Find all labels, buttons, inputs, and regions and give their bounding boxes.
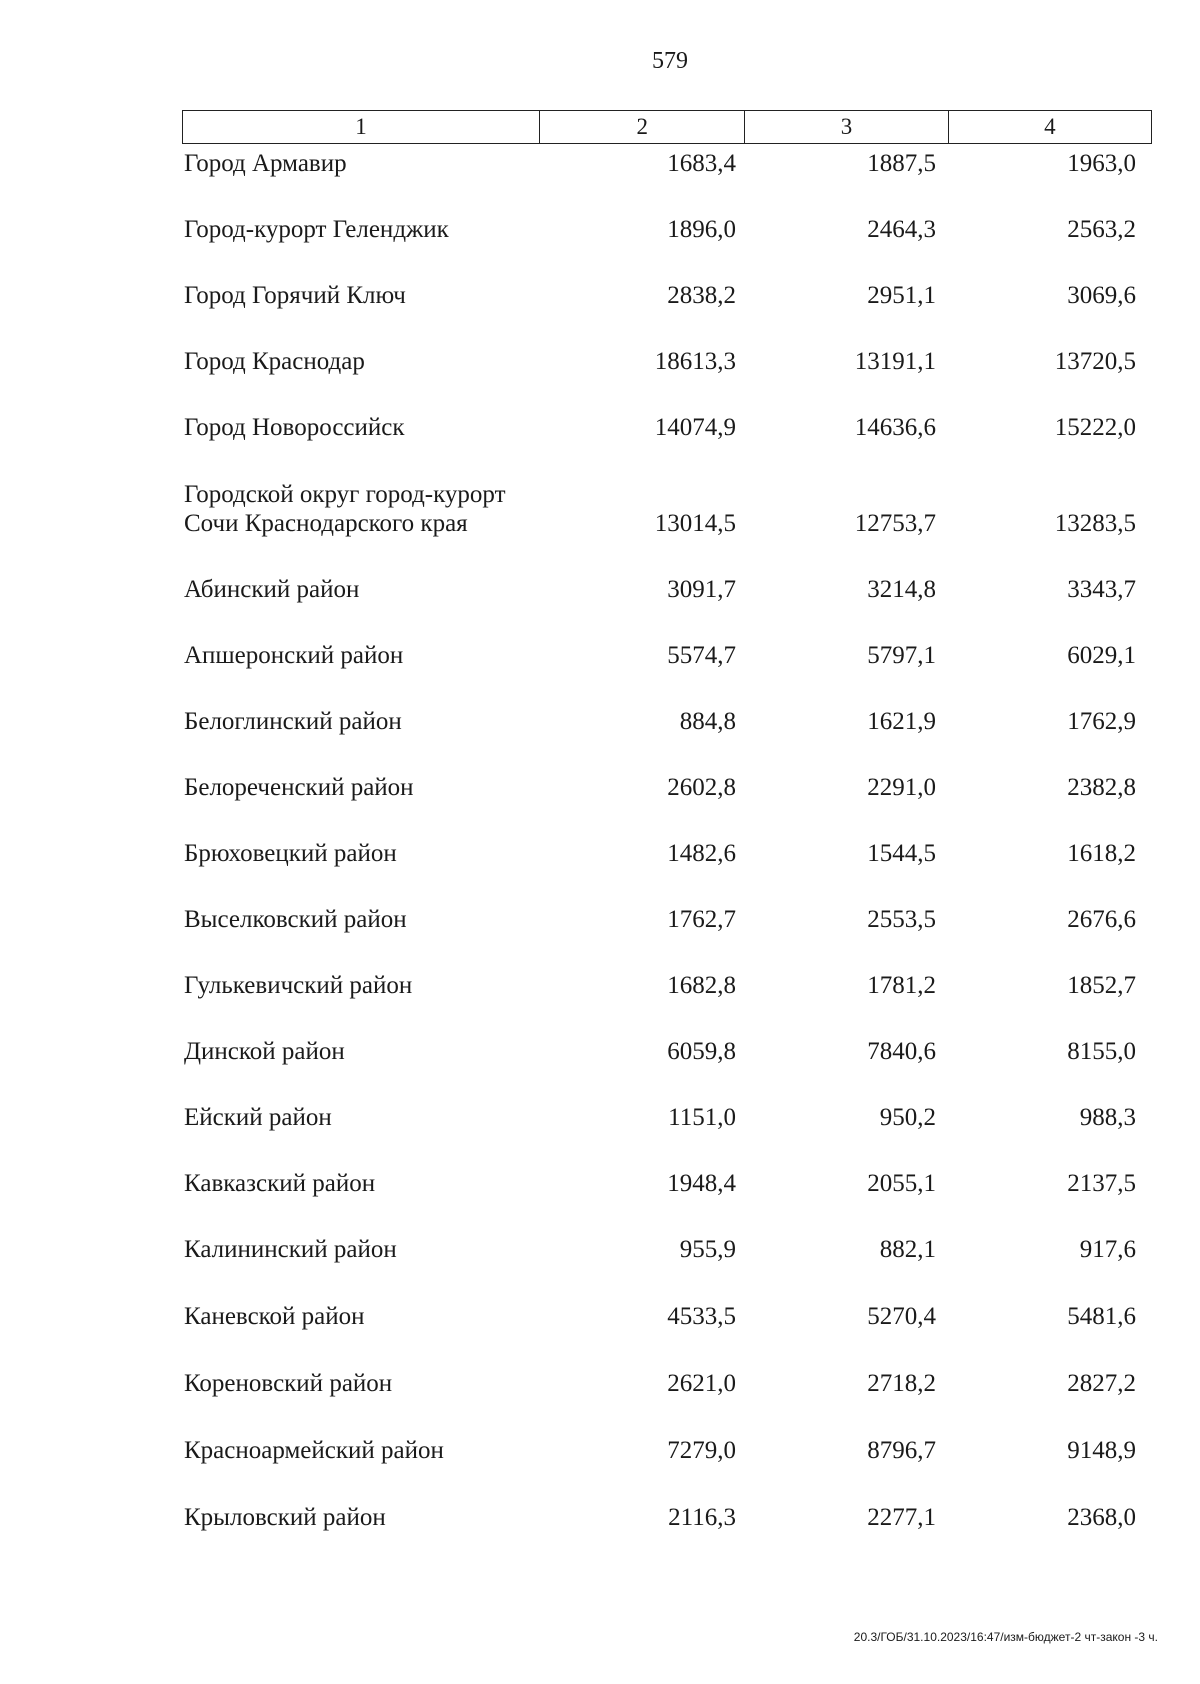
row-value-col4: 13720,5 <box>1054 348 1136 375</box>
row-name: Город Горячий Ключ <box>184 282 406 309</box>
row-value-col3: 3214,8 <box>867 576 936 603</box>
table-row <box>182 868 1152 934</box>
table-row <box>182 802 1152 868</box>
row-value-col3: 2055,1 <box>867 1170 936 1197</box>
row-value-col4: 8155,0 <box>1067 1038 1136 1065</box>
row-value-col4: 3069,6 <box>1067 282 1136 309</box>
row-name: Выселковский район <box>184 906 407 933</box>
row-value-col4: 917,6 <box>1079 1236 1136 1263</box>
table-row <box>182 178 1152 244</box>
row-value-col4: 988,3 <box>1079 1104 1136 1131</box>
row-value-col2: 2602,8 <box>667 774 736 801</box>
row-value-col3: 14636,6 <box>854 414 936 441</box>
row-value-col3: 2464,3 <box>867 216 936 243</box>
table-header <box>182 110 1152 144</box>
row-value-col3: 882,1 <box>879 1236 936 1263</box>
row-name: Динской район <box>184 1038 345 1065</box>
table-row <box>182 1066 1152 1132</box>
table-row <box>182 1000 1152 1066</box>
row-value-col4: 1762,9 <box>1067 708 1136 735</box>
row-value-col3: 5797,1 <box>867 642 936 669</box>
row-value-col2: 2838,2 <box>667 282 736 309</box>
row-name: Апшеронский район <box>184 642 404 669</box>
row-name-line-2: Сочи Краснодарского края <box>184 510 468 537</box>
row-name: Город-курорт Геленджик <box>184 216 449 243</box>
row-value-col4: 3343,7 <box>1067 576 1136 603</box>
row-value-col2: 1762,7 <box>667 906 736 933</box>
header-col-3: 3 <box>745 111 948 144</box>
row-value-col4: 1963,0 <box>1067 150 1136 177</box>
row-value-col4: 1618,2 <box>1067 840 1136 867</box>
row-value-col2: 14074,9 <box>654 414 736 441</box>
row-value-col2: 1151,0 <box>668 1104 736 1131</box>
row-value-col2: 18613,3 <box>654 348 736 375</box>
row-value-col2: 955,9 <box>679 1236 736 1263</box>
row-name: Каневской район <box>184 1303 365 1330</box>
row-value-col2: 6059,8 <box>667 1038 736 1065</box>
row-value-col2: 1482,6 <box>667 840 736 867</box>
row-value-col3: 1887,5 <box>867 150 936 177</box>
table-row <box>182 1331 1152 1398</box>
row-value-col3: 12753,7 <box>854 510 936 537</box>
row-name: Кореновский район <box>184 1370 393 1397</box>
row-value-col4: 2827,2 <box>1067 1370 1136 1397</box>
page-number: 579 <box>652 48 688 74</box>
table-row <box>182 1465 1152 1532</box>
row-name: Город Краснодар <box>184 348 365 375</box>
row-value-col2: 7279,0 <box>667 1437 736 1464</box>
table-row <box>182 244 1152 310</box>
row-value-col4: 13283,5 <box>1054 510 1136 537</box>
row-value-col3: 2718,2 <box>867 1370 936 1397</box>
row-value-col4: 2137,5 <box>1067 1170 1136 1197</box>
table-row <box>182 376 1152 442</box>
row-value-col3: 1781,2 <box>867 972 936 999</box>
row-name: Город Новороссийск <box>184 414 405 441</box>
row-value-col2: 4533,5 <box>667 1303 736 1330</box>
row-value-col2: 5574,7 <box>667 642 736 669</box>
row-value-col4: 1852,7 <box>1067 972 1136 999</box>
table-body <box>182 146 1152 1532</box>
row-value-col2: 2621,0 <box>667 1370 736 1397</box>
row-name: Ейский район <box>184 1104 332 1131</box>
row-value-col4: 5481,6 <box>1067 1303 1136 1330</box>
table-row <box>182 538 1152 604</box>
table-row <box>182 1264 1152 1331</box>
row-value-col4: 15222,0 <box>1054 414 1136 441</box>
table-row <box>182 146 1152 178</box>
row-name: Город Армавир <box>184 150 347 177</box>
row-value-col4: 2368,0 <box>1067 1504 1136 1531</box>
row-value-col4: 2563,2 <box>1067 216 1136 243</box>
table-row <box>182 934 1152 1000</box>
table-row <box>182 604 1152 670</box>
row-value-col3: 7840,6 <box>867 1038 936 1065</box>
table-row <box>182 736 1152 802</box>
row-value-col4: 6029,1 <box>1067 642 1136 669</box>
header-col-4: 4 <box>948 111 1151 144</box>
row-value-col4: 2382,8 <box>1067 774 1136 801</box>
row-value-col3: 2951,1 <box>867 282 936 309</box>
row-value-col2: 13014,5 <box>654 510 736 537</box>
row-value-col4: 9148,9 <box>1067 1437 1136 1464</box>
table-row <box>182 1398 1152 1465</box>
row-value-col2: 3091,7 <box>667 576 736 603</box>
row-value-col2: 1896,0 <box>667 216 736 243</box>
row-name-line-1: Городской округ город-курорт <box>184 481 506 508</box>
row-value-col2: 2116,3 <box>668 1504 736 1531</box>
row-value-col3: 1621,9 <box>867 708 936 735</box>
row-name: Белореченский район <box>184 774 414 801</box>
row-name: Крыловский район <box>184 1504 386 1531</box>
row-value-col2: 1948,4 <box>667 1170 736 1197</box>
row-value-col3: 13191,1 <box>854 348 936 375</box>
row-value-col2: 884,8 <box>679 708 736 735</box>
row-name: Красноармейский район <box>184 1437 444 1464</box>
row-value-col4: 2676,6 <box>1067 906 1136 933</box>
row-value-col3: 2277,1 <box>867 1504 936 1531</box>
table-row <box>182 670 1152 736</box>
header-col-2: 2 <box>540 111 745 144</box>
row-value-col3: 2291,0 <box>867 774 936 801</box>
row-name: Абинский район <box>184 576 360 603</box>
table-row <box>182 310 1152 376</box>
row-value-col2: 1682,8 <box>667 972 736 999</box>
row-value-col3: 5270,4 <box>867 1303 936 1330</box>
document-footer: 20.3/ГОБ/31.10.2023/16:47/изм-бюджет-2 чт-закон -3 ч. <box>853 1630 1158 1644</box>
row-name: Кавказский район <box>184 1170 376 1197</box>
row-value-col3: 2553,5 <box>867 906 936 933</box>
header-col-1: 1 <box>183 111 540 144</box>
table-row <box>182 1132 1152 1198</box>
row-name: Белоглинский район <box>184 708 402 735</box>
row-value-col2: 1683,4 <box>667 150 736 177</box>
table-row <box>182 442 1152 538</box>
table-row <box>182 1198 1152 1264</box>
row-value-col3: 8796,7 <box>867 1437 936 1464</box>
row-name: Брюховецкий район <box>184 840 397 867</box>
row-value-col3: 1544,5 <box>867 840 936 867</box>
row-value-col3: 950,2 <box>879 1104 936 1131</box>
row-name: Калининский район <box>184 1236 397 1263</box>
row-name <box>182 480 524 538</box>
row-name: Гулькевичский район <box>184 972 413 999</box>
